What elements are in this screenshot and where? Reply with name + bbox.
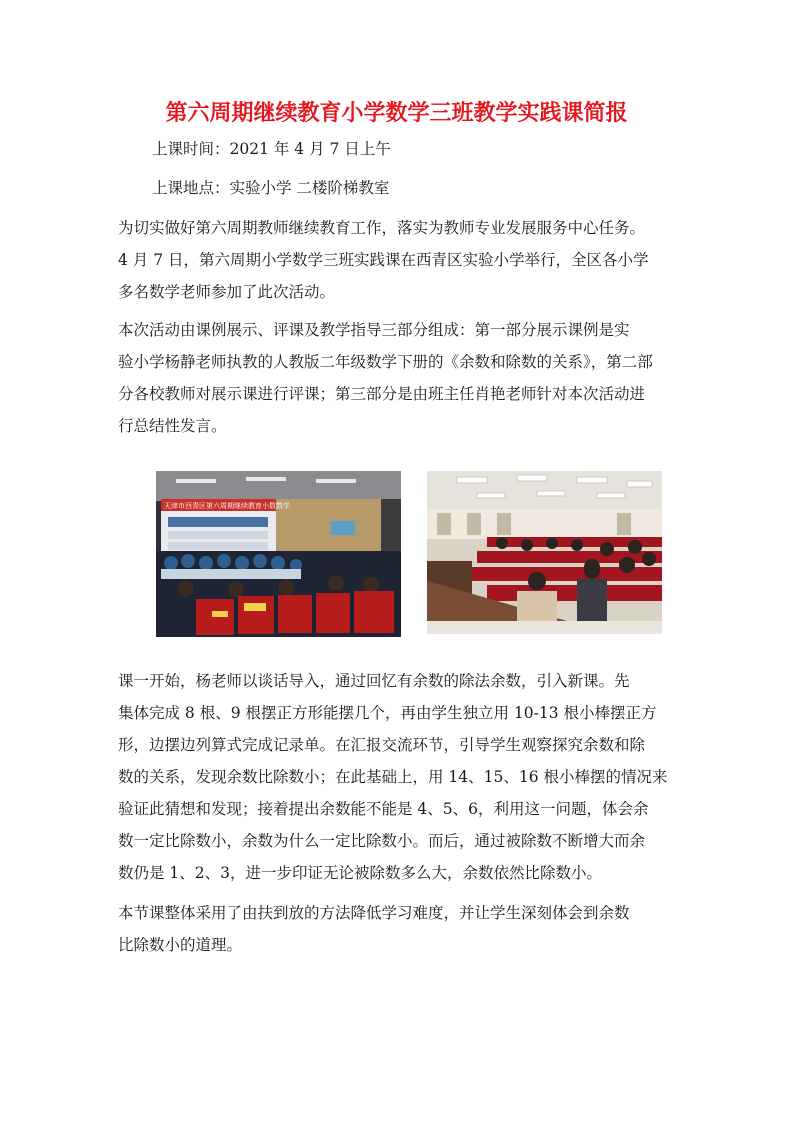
- paragraph-activity: [118, 314, 653, 442]
- classroom-photo-right: [427, 471, 662, 634]
- classroom-photo-left: [156, 471, 401, 637]
- paragraph-line: 比除数小的道理。: [118, 936, 243, 954]
- photo-banner-text: 天津市西青区第六周期继续教育小数数学: [164, 502, 290, 510]
- class-time: 上课时间：2021 年 4 月 7 日上午: [152, 140, 391, 158]
- page-title: 第六周期继续教育小学数学三班教学实践课简报: [165, 100, 628, 126]
- paragraph-lesson: [118, 665, 668, 889]
- paragraph-line: 集体完成 8 根、9 根摆正方形能摆几个，再由学生独立用 10-13 根小棒摆正方: [118, 704, 657, 722]
- paragraph-line: 行总结性发言。: [118, 417, 227, 435]
- class-location: 上课地点：实验小学 二楼阶梯教室: [152, 179, 390, 197]
- paragraph-intro: [118, 212, 649, 308]
- paragraph-line: 验证此猜想和发现；接着提出余数能不能是 4、5、6，利用这一问题，体会余: [118, 800, 649, 818]
- paragraph-line: 形，边摆边列算式完成记录单。在汇报交流环节，引导学生观察探究余数和除: [118, 736, 646, 754]
- paragraph-line: 本次活动由课例展示、评课及教学指导三部分组成：第一部分展示课例是实: [118, 321, 630, 339]
- paragraph-line: 验小学杨静老师执教的人教版二年级数学下册的《余数和除数的关系》，第二部: [118, 353, 653, 371]
- paragraph-line: 课一开始，杨老师以谈话导入，通过回忆有余数的除法余数，引入新课。先: [118, 672, 630, 690]
- paragraph-line: 4 月 7 日，第六周期小学数学三班实践课在西青区实验小学举行，全区各小学: [118, 251, 649, 269]
- paragraph-line: 多名数学老师参加了此次活动。: [118, 283, 336, 301]
- paragraph-line: 数仍是 1、2、3，进一步印证无论被除数多么大，余数依然比除数小。: [118, 864, 603, 882]
- paragraph-line: 为切实做好第六周期教师继续教育工作，落实为教师专业发展服务中心任务。: [118, 219, 646, 237]
- paragraph-line: 分各校教师对展示课进行评课；第三部分是由班主任肖艳老师针对本次活动进: [118, 385, 646, 403]
- paragraph-line: 本节课整体采用了由扶到放的方法降低学习难度，并让学生深刻体会到余数: [118, 904, 630, 922]
- paragraph-summary: [118, 897, 630, 961]
- paragraph-line: 数的关系，发现余数比除数小；在此基础上，用 14、15、16 根小棒摆的情况来: [118, 768, 668, 786]
- paragraph-line: 数一定比除数小，余数为什么一定比除数小。而后，通过被除数不断增大而余: [118, 832, 646, 850]
